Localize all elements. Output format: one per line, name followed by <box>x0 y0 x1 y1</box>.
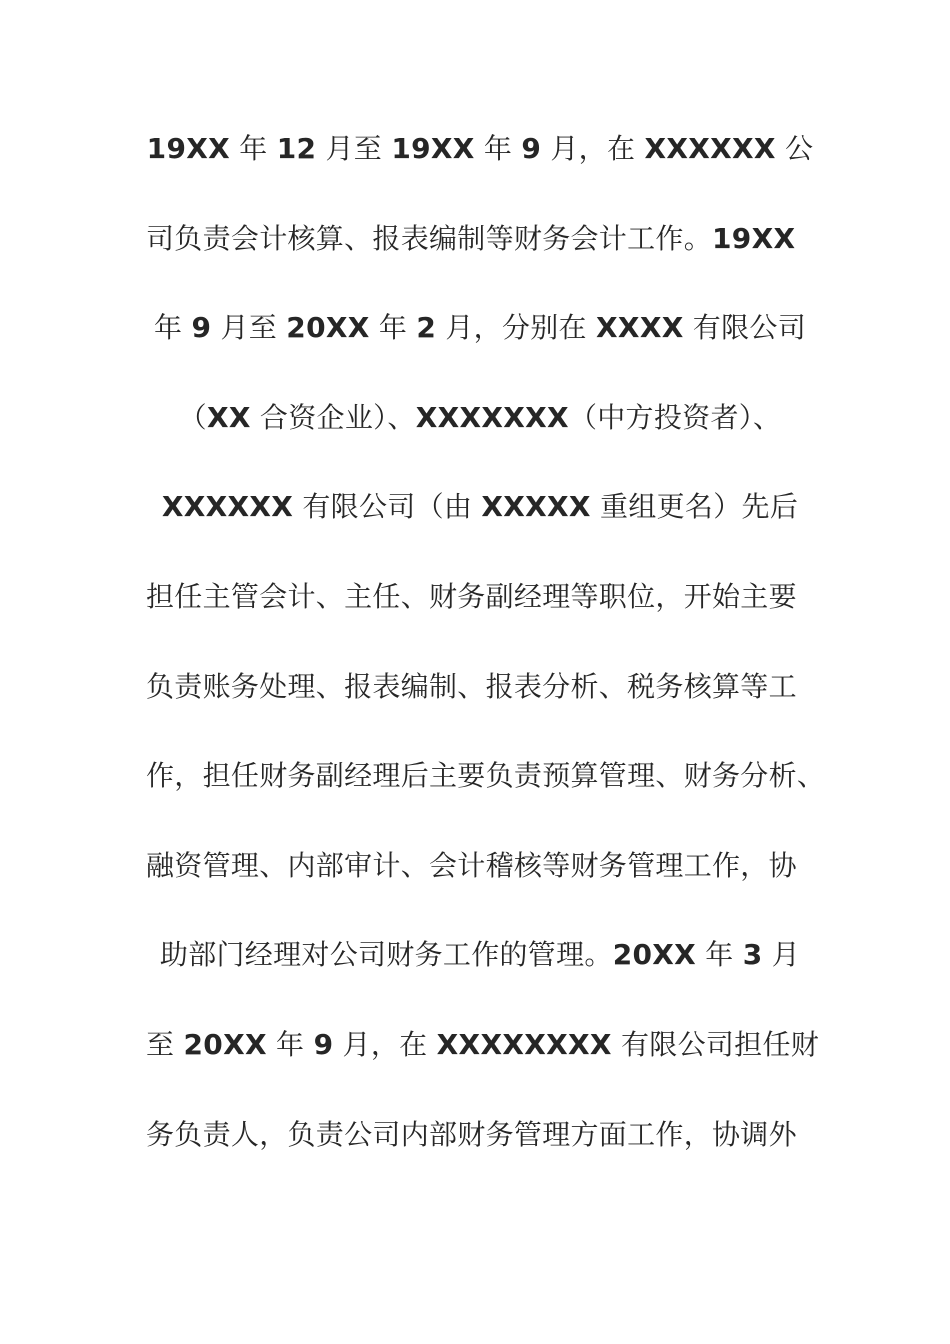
body-paragraph <box>140 104 826 1179</box>
text-line: XXXXXX 有限公司（由 XXXXX 重组更名）先后 <box>161 490 799 524</box>
text-line: 年 9 月至 20XX 年 2 月，分别在 XXXX 有限公司 <box>153 311 807 345</box>
text-line: 助部门经理对公司财务工作的管理。20XX 年 3 月 <box>159 938 801 972</box>
text-line: 负责账务处理、报表编制、报表分析、税务核算等工 <box>146 669 797 703</box>
text-line: 19XX 年 12 月至 19XX 年 9 月，在 XXXXXX 公 <box>146 132 814 165</box>
text-line: 至 20XX 年 9 月，在 XXXXXXXX 有限公司担任财 <box>146 1027 820 1061</box>
text-line: （XX 合资企业）、XXXXXXX（中方投资者）、 <box>178 400 782 434</box>
text-line: 作，担任财务副经理后主要负责预算管理、财务分析、 <box>146 759 826 793</box>
text-line: 司负责会计核算、报表编制等财务会计工作。19XX <box>146 221 796 255</box>
text-line: 融资管理、内部审计、会计稽核等财务管理工作，协 <box>146 848 797 882</box>
text-line: 担任主管会计、主任、财务副经理等职位，开始主要 <box>146 579 797 613</box>
text-line: 务负责人，负责公司内部财务管理方面工作，协调外 <box>146 1117 797 1151</box>
